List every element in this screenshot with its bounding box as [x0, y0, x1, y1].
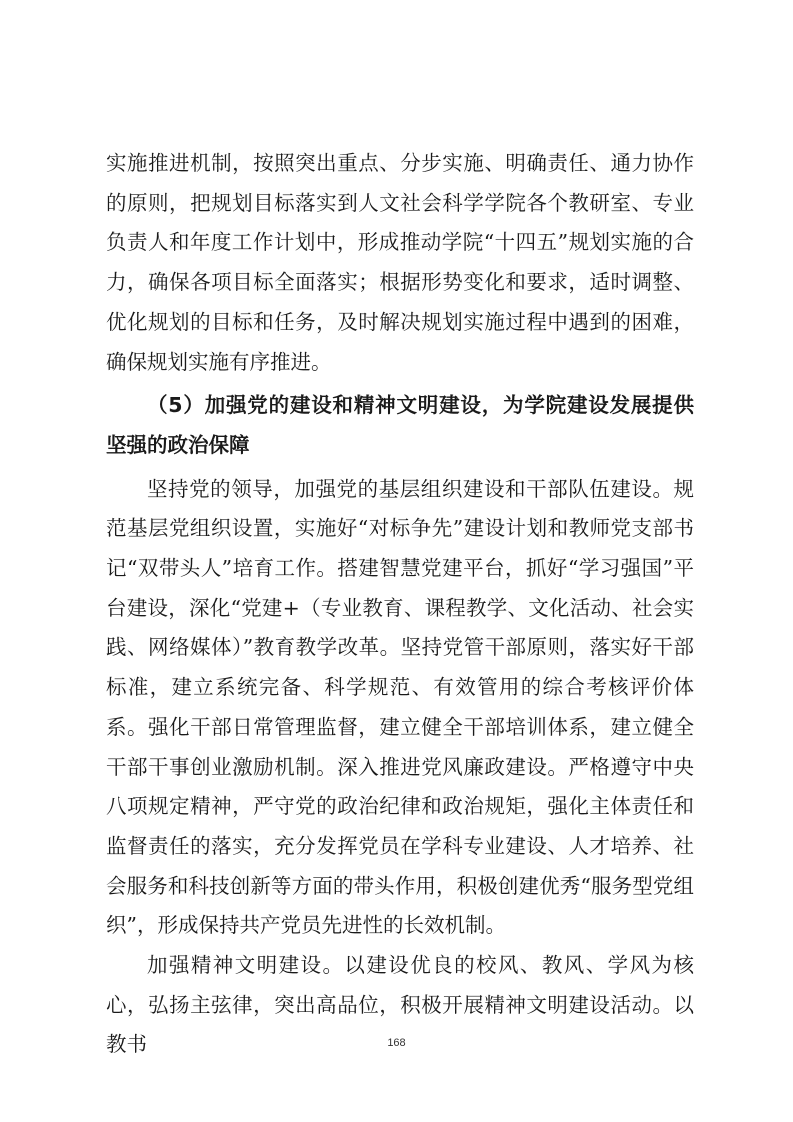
- page-number: 168: [387, 1037, 406, 1049]
- paragraph-spiritual-civilization: 加强精神文明建设。以建设优良的校风、教风、学风为核心，弘扬主弦律，突出高品位，积极开展精神文明建设活动。以教书: [106, 953, 694, 1057]
- document-body: [106, 144, 694, 1065]
- section-heading-5: （5）加强党的建设和精神文明建设，为学院建设发展提供坚强的政治保障: [106, 393, 694, 457]
- paragraph-party-leadership: 坚持党的领导，加强党的基层组织建设和干部队伍建设。规范基层党组织设置，实施好“对标争先”建设计划和教师党支部书记“双带头人”培育工作。搭建智慧党建平台，抓好“学习强国”平台建设，深化“党建+（专业教育、课程教学、文化活动、社会实践、网络媒体）”教育教学改革。坚持党管干部原则，落实好干部标准，建立系统完备、科学规范、有效管用的综合考核评价体系。强化干部日常管理监督，建立健全干部培训体系，建立健全干部干事创业激励机制。深入推进党风廉政建设。严格遵守中央八项规定精神，严守党的政治纪律和政治规矩，强化主体责任和监督责任的落实，充分发挥党员在学科专业建设、人才培养、社会服务和科技创新等方面的带头作用，积极创建优秀“服务型党组织”，形成保持共产党员先进性的长效机制。: [106, 476, 694, 938]
- paragraph-implementation-mechanism: 实施推进机制，按照突出重点、分步实施、明确责任、通力协作的原则，把规划目标落实到人文社会科学学院各个教研室、专业负责人和年度工作计划中，形成推动学院“十四五”规划实施的合力，确保各项目标全面落实；根据形势变化和要求，适时调整、优化规划的目标和任务，及时解决规划实施过程中遇到的困难，确保规划实施有序推进。: [106, 151, 694, 374]
